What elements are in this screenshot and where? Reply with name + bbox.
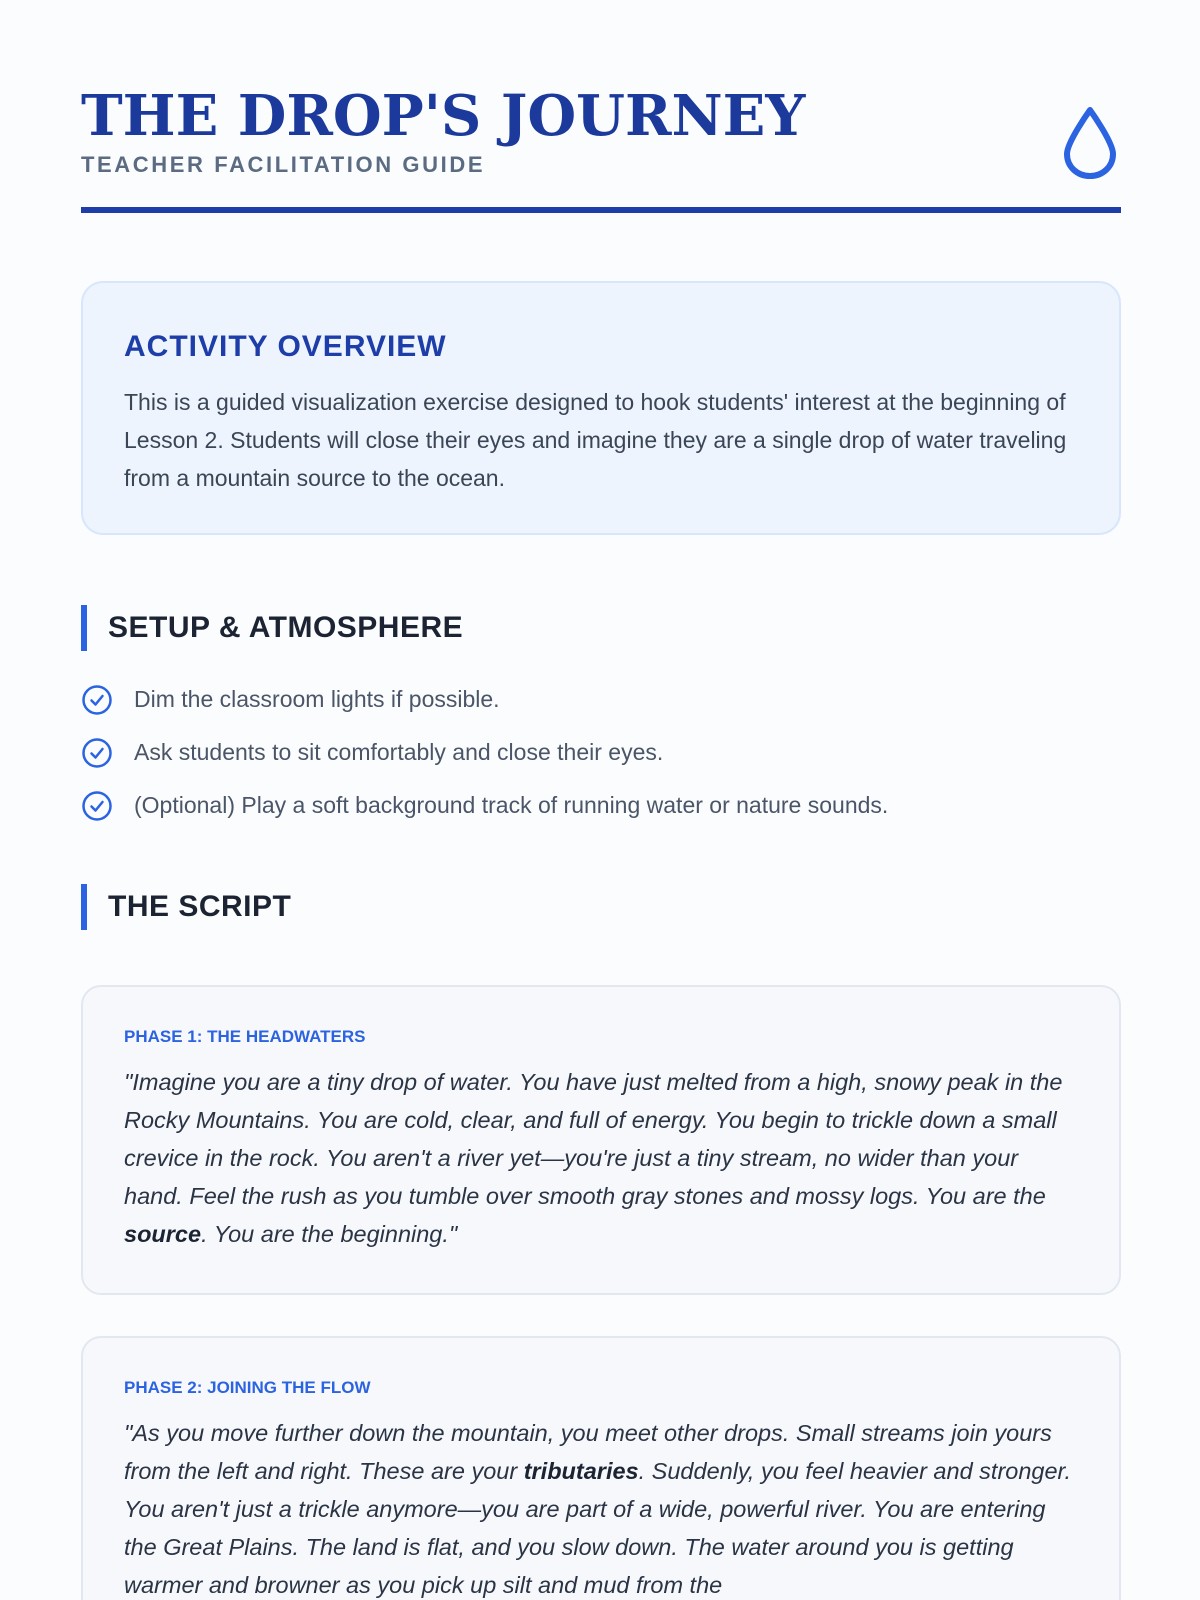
check-circle-icon [81,684,113,716]
script-text: . Suddenly, you feel heavier and stronger. You aren't just a trickle anymore—you are part of a wide, powerful river. You are entering the Great Plains. The land is flat, and you slow down. The water around you is getting warmer and browner as you pick up silt and mud from the [124,1458,1072,1598]
check-circle-icon [81,790,113,822]
overview-heading: ACTIVITY OVERVIEW [124,330,447,363]
setup-checklist [81,673,888,832]
water-drop-icon [1059,104,1121,180]
list-item-text: Dim the classroom lights if possible. [134,686,500,712]
list-item-text: (Optional) Play a soft background track of running water or nature sounds. [134,792,889,818]
list-item-text: Ask students to sit comfortably and close their eyes. [134,739,664,765]
activity-overview-card [81,281,1121,535]
header [81,0,1121,214]
script-section-heading [81,884,291,930]
setup-heading: SETUP & ATMOSPHERE [108,611,464,644]
phase-card-2 [81,1336,1121,1600]
key-term: tributaries [523,1458,639,1484]
check-circle-icon [81,737,113,769]
script-heading: THE SCRIPT [108,890,292,923]
page-subtitle: TEACHER FACILITATION GUIDE [81,152,486,177]
phase-script [124,1063,1079,1253]
header-divider [81,207,1121,213]
script-text: "As you move further down the mountain, you meet other drops. Small streams join yours from the left and right. These are your [124,1420,1052,1484]
phase-label: PHASE 1: THE HEADWATERS [124,1027,366,1046]
section-accent-bar [81,884,87,930]
list-item [81,726,888,779]
overview-text: This is a guided visualization exercise designed to hook students' interest at the beginning of Lesson 2. Students will close their eyes and imagine they are a single drop of water traveling from a mountain source to the ocean. [124,389,1067,491]
section-accent-bar [81,605,87,651]
script-text: . You are the beginning." [201,1221,458,1247]
phase-card-1 [81,985,1121,1295]
page-title: THE DROP'S JOURNEY [81,83,806,149]
script-text: "Imagine you are a tiny drop of water. You have just melted from a high, snowy peak in the Rocky Mountains. You are cold, clear, and full of energy. You begin to trickle down a small crevice in the rock. You aren't a river yet—you're just a tiny stream, no wider than your hand. Feel the rush as you tumble over smooth gray stones and mossy logs. You are the [124,1069,1063,1209]
phase-label: PHASE 2: JOINING THE FLOW [124,1378,371,1397]
list-item [81,779,888,832]
key-term: source [124,1221,202,1247]
list-item [81,673,888,726]
phase-script [124,1414,1079,1600]
page [81,0,1121,1598]
setup-section-heading [81,605,463,651]
